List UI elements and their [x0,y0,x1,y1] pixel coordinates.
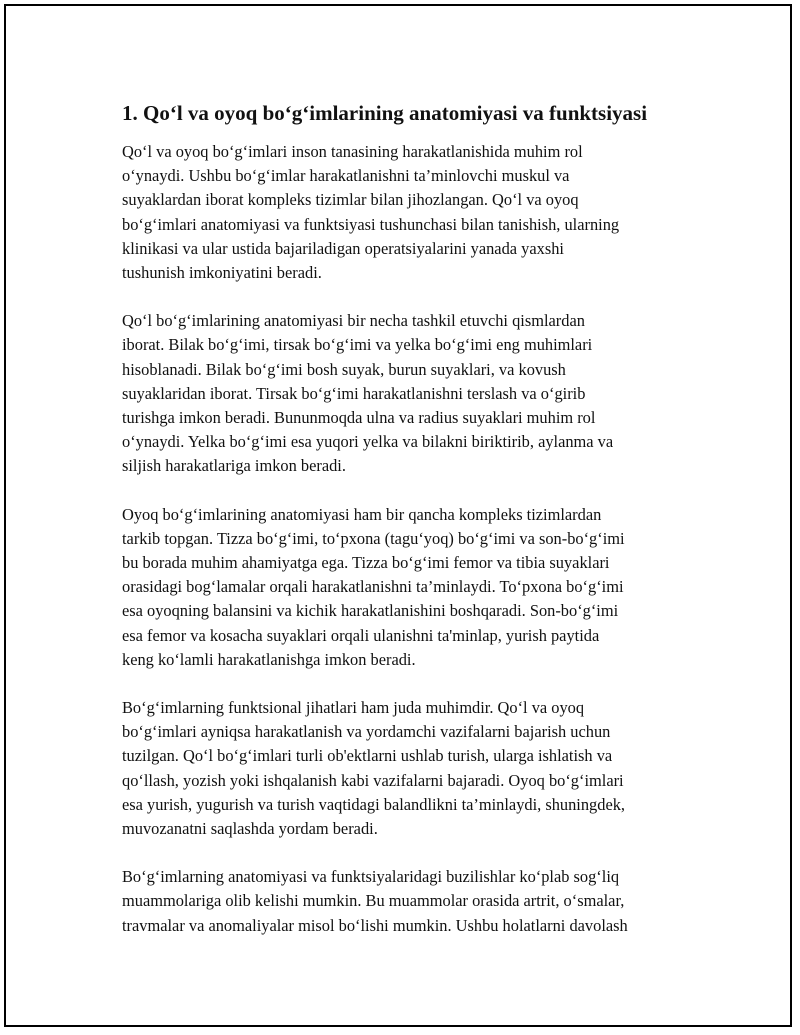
paragraph-4 [122,696,702,841]
text-line: klinikasi va ular ustida bajariladigan operatsiyalarini yanada yaxshi [122,238,564,258]
text-line: bo‘g‘imlari anatomiyasi va funktsiyasi tushunchasi bilan tanishish, ularning [122,214,620,234]
text-line: o‘ynaydi. Ushbu bo‘g‘imlar harakatlanishni ta’minlovchi muskul va [122,166,570,186]
paragraph-2 [122,309,702,478]
text-line: turishga imkon beradi. Bununmoqda ulna va radius suyaklari muhim rol [122,408,596,428]
text-line: Qo‘l va oyoq bo‘g‘imlari inson tanasining harakatlanishida muhim rol [122,142,583,161]
text-line: muvozanatni saqlashda yordam beradi. [122,819,378,839]
text-line: esa oyoqning balansini va kichik harakatlanishini boshqaradi. Son-bo‘g‘imi [122,601,619,621]
text-line: bu borada muhim ahamiyatga ega. Tizza bo‘g‘imi femor va tibia suyaklari [122,553,610,573]
text-line: hisoblanadi. Bilak bo‘g‘imi bosh suyak, burun suyaklari, va kovush [122,359,566,379]
document-body [122,98,702,962]
text-line: tarkib topgan. Tizza bo‘g‘imi, to‘pxona (tagu‘yoq) bo‘g‘imi va son-bo‘g‘imi [122,528,625,548]
text-line: muammolariga olib kelishi mumkin. Bu muammolar orasida artrit, o‘smalar, [122,891,625,911]
text-line: keng ko‘lamli harakatlanishga imkon beradi. [122,649,416,669]
paragraph-5 [122,865,702,938]
text-line: esa yurish, yugurish va turish vaqtidagi balandlikni ta’minlaydi, shuningdek, [122,794,626,814]
text-line: travmalar va anomaliyalar misol bo‘lishi mumkin. Ushbu holatlarni davolash [122,915,628,935]
text-line: suyaklaridan iborat. Tirsak bo‘g‘imi harakatlanishni terslash va o‘girib [122,383,586,403]
paragraph-1 [122,140,702,285]
text-line: iborat. Bilak bo‘g‘imi, tirsak bo‘g‘imi va yelka bo‘g‘imi eng muhimlari [122,335,593,355]
text-line: Bo‘g‘imlarning funktsional jihatlari ham juda muhimdir. Qo‘l va oyoq [122,698,585,718]
text-line: Qo‘l bo‘g‘imlarining anatomiyasi bir necha tashkil etuvchi qismlardan [122,311,585,331]
text-line: tuzilgan. Qo‘l bo‘g‘imlari turli ob'ektlarni ushlab turish, ularga ishlatish va [122,746,613,766]
text-line: qo‘llash, yozish yoki ishqalanish kabi vazifalarni bajaradi. Oyoq bo‘g‘imlari [122,770,624,790]
section-heading: 1. Qo‘l va oyoq bo‘g‘imlarining anatomiyasi va funktsiyasi [122,101,648,125]
text-line: orasidagi bog‘lamalar orqali harakatlanishni ta’minlaydi. To‘pxona bo‘g‘imi [122,577,624,597]
text-line: siljish harakatlariga imkon beradi. [122,456,346,476]
text-line: bo‘g‘imlari ayniqsa harakatlanish va yordamchi vazifalarni bajarish uchun [122,722,611,742]
text-line: Bo‘g‘imlarning anatomiyasi va funktsiyalaridagi buzilishlar ko‘plab sog‘liq [122,867,620,887]
text-line: tushunish imkoniyatini beradi. [122,263,322,283]
text-line: esa femor va kosacha suyaklari orqali ulanishni ta'minlap, yurish paytida [122,625,600,645]
paragraph-3 [122,503,702,672]
page-frame [4,4,792,1027]
text-line: suyaklardan iborat kompleks tizimlar bilan jihozlangan. Qo‘l va oyoq [122,190,579,210]
text-line: Oyoq bo‘g‘imlarining anatomiyasi ham bir qancha kompleks tizimlardan [122,504,602,524]
text-line: o‘ynaydi. Yelka bo‘g‘imi esa yuqori yelka va bilakni biriktirib, aylanma va [122,432,614,452]
